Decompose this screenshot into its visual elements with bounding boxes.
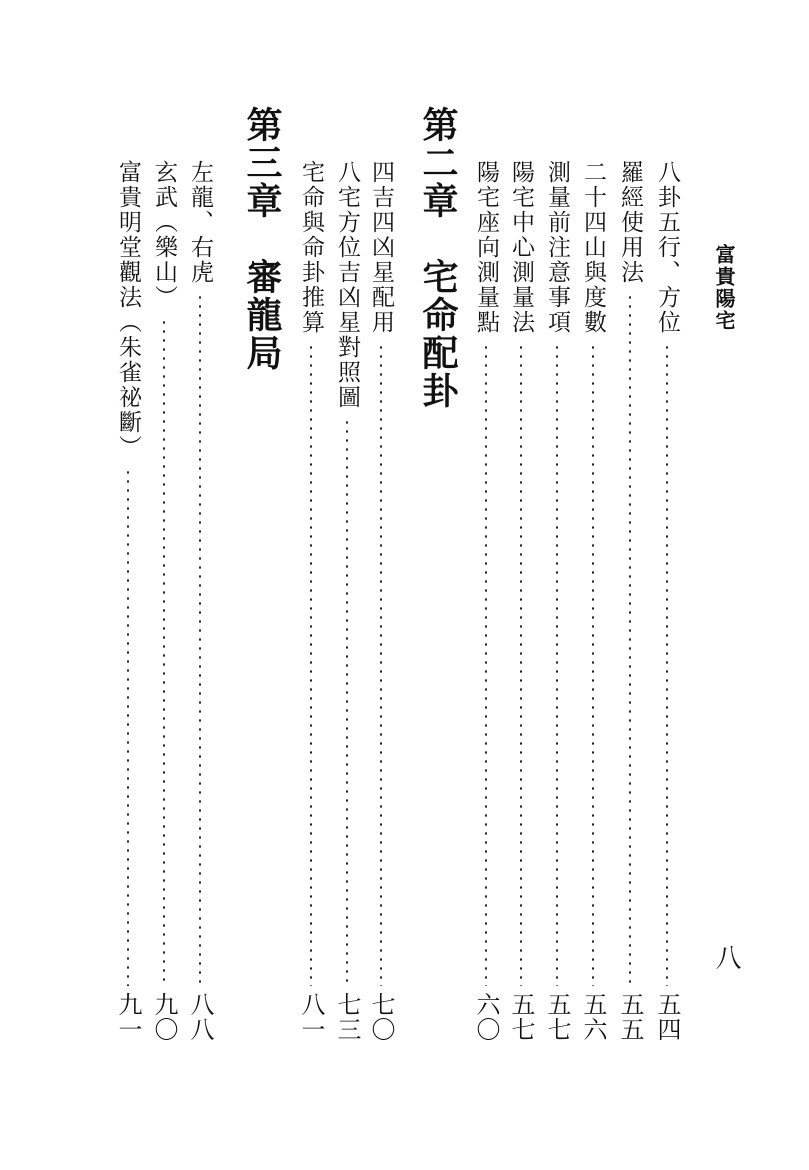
toc-entry-page: 九一 — [114, 992, 142, 1042]
toc-entry — [652, 160, 682, 1042]
chapter-heading: 第三章 審龍局 — [241, 106, 282, 372]
toc-entry — [366, 160, 396, 1042]
toc-entry-page: 七三 — [333, 992, 361, 1042]
toc-entry-title: 四吉四凶星配用 — [368, 160, 394, 335]
toc-entry-title: 羅經使用法 — [617, 160, 643, 285]
toc-entry-page: 九〇 — [150, 992, 178, 1042]
dot-leader — [629, 293, 631, 986]
toc-entry-page: 五六 — [579, 992, 607, 1042]
toc-entry — [542, 160, 572, 1042]
toc-entry-page: 八一 — [297, 992, 325, 1042]
chapter-heading: 第二章 宅命配卦 — [417, 106, 458, 410]
toc-entry-page: 五七 — [543, 992, 571, 1042]
toc-entry — [506, 160, 536, 1042]
toc-entry-title: 玄武（樂山） — [151, 160, 177, 310]
toc-entry-page: 五七 — [507, 992, 535, 1042]
toc-entry — [615, 160, 645, 1042]
toc-entry-title: 宅命與命卦推算 — [298, 160, 324, 335]
dot-leader — [199, 293, 201, 986]
toc-entry-page: 七〇 — [367, 992, 395, 1042]
toc-entry — [471, 160, 501, 1042]
toc-entry-title: 八卦五行、方位 — [654, 160, 680, 335]
toc-entry — [149, 160, 179, 1042]
toc-entry — [578, 160, 608, 1042]
dot-leader — [163, 318, 165, 986]
dot-leader — [556, 343, 558, 986]
toc-entry-title: 陽宅中心測量法 — [508, 160, 534, 335]
dot-leader — [592, 343, 594, 986]
toc-entry-title: 測量前注意事項 — [544, 160, 570, 335]
toc-entry-title: 左龍、右虎 — [187, 160, 213, 285]
dot-leader — [380, 343, 382, 986]
dot-leader — [666, 343, 668, 986]
toc-entry — [332, 160, 362, 1042]
toc-entry-page: 五四 — [653, 992, 681, 1042]
toc-entry — [113, 160, 143, 1042]
toc-entry-title: 陽宅座向測量點 — [473, 160, 499, 335]
page-number: 八 — [711, 944, 741, 970]
dot-leader — [520, 343, 522, 986]
toc-entry-page: 八八 — [186, 992, 214, 1042]
toc-entry-title: 富貴明堂觀法（朱雀祕斷） — [115, 160, 141, 460]
toc-entry-page: 五五 — [616, 992, 644, 1042]
toc-entry-title: 八宅方位吉凶星對照圖 — [334, 160, 360, 410]
dot-leader — [127, 468, 129, 986]
toc-entry-page: 六〇 — [472, 992, 500, 1042]
dot-leader — [485, 343, 487, 986]
dot-leader — [346, 418, 348, 986]
running-head: 富貴陽宅 — [712, 244, 736, 332]
toc-entry — [296, 160, 326, 1042]
dot-leader — [310, 343, 312, 986]
toc-entry — [185, 160, 215, 1042]
toc-entry-title: 二十四山與度數 — [580, 160, 606, 335]
